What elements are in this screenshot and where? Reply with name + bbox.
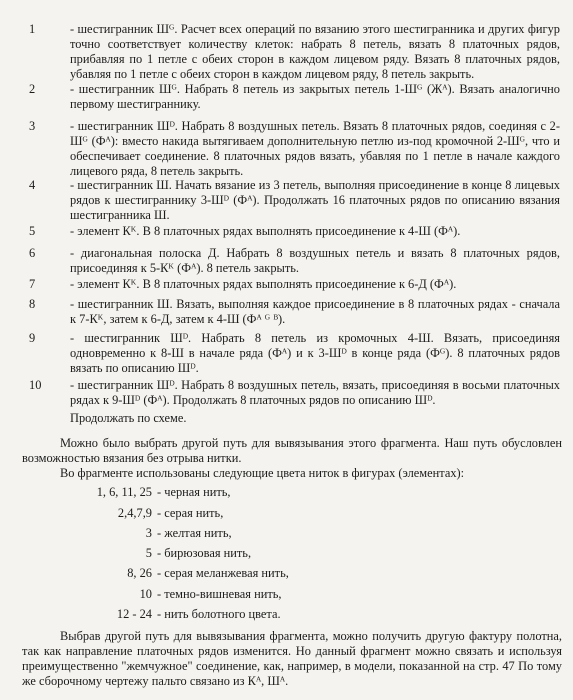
path-paragraph: Можно было выбрать другой путь для вывязывания этого фрагмента. Наш путь обусловлен возможностью вязания без отрыва нитки. <box>22 436 562 466</box>
step-number: 10 <box>29 378 42 392</box>
color-element-numbers: 8, 26 <box>127 566 152 580</box>
step-text: - шестигранник Шᴰ. Набрать 8 воздушных петель. Вязать 8 платочных рядов, соединяя с 2-Шᴳ (Фᴬ): вместо накида вытягиваем дополнительную петлю из-под кромочной 2-Шᴳ, что и обеспечивает соединение. 8 платочных рядов вязать, убавляя по 1 петле в начале каждого лицевого ряда, 8 петель закрыть. <box>70 119 560 179</box>
color-name: - темно-вишневая нить, <box>157 587 282 601</box>
continue-text: Продолжать по схеме. <box>70 411 187 425</box>
color-element-numbers: 10 <box>139 587 152 601</box>
color-name: - нить болотного цвета. <box>157 607 281 621</box>
color-element-numbers: 2,4,7,9 <box>117 506 152 520</box>
step-number: 8 <box>29 297 36 311</box>
step-text: - шестигранник Шᴰ. Набрать 8 петель из кромочных 4-Ш. Вязать, присоединяя одновременно к 8-Ш в начале ряда (Фᴬ) и к 3-Шᴰ в конце ряда (Фᴳ). 8 платочных рядов вязать по описанию Шᴰ. <box>70 331 560 376</box>
step-number: 7 <box>29 277 36 291</box>
step-number: 5 <box>29 224 36 238</box>
step-text: - элемент Кᴷ. В 8 платочных рядах выполнять присоединение к 6-Д (Фᴬ). <box>70 277 457 291</box>
colors-intro: Во фрагменте использованы следующие цвета ниток в фигурах (элементах): <box>60 466 465 480</box>
color-name: - серая нить, <box>157 506 224 520</box>
color-name: - бирюзовая нить, <box>157 546 252 560</box>
step-text: - шестигранник Ш. Вязать, выполняя каждое присоединение в 8 платочных рядах - сначала к 7-Кᴷ, затем к 6-Д, затем к 4-Ш (Фᴬ ᴳ ᴮ). <box>70 297 560 327</box>
step-text: - элемент Кᴷ. В 8 платочных рядах выполнять присоединение к 4-Ш (Фᴬ). <box>70 224 461 238</box>
step-number: 9 <box>29 331 36 345</box>
color-element-numbers: 3 <box>145 526 152 540</box>
final-paragraph: Выбрав другой путь для вывязывания фрагмента, можно получить другую фактуру полотна, так как направление платочных рядов изменится. Но данный фрагмент можно связать и используя преимущественно "жемчужное" соединение, как, например, в модели, показанной на стр. 47 По тому же сборочному чертежу пальто связано из Кᴬ, Шᴬ. <box>22 629 562 689</box>
color-name: - серая меланжевая нить, <box>157 566 289 580</box>
color-name: - желтая нить, <box>157 526 232 540</box>
step-number: 1 <box>29 22 36 36</box>
color-element-numbers: 12 - 24 <box>116 607 152 621</box>
step-number: 4 <box>29 178 36 192</box>
step-number: 3 <box>29 119 36 133</box>
step-number: 6 <box>29 246 36 260</box>
step-text: - шестигранник Шᴰ. Набрать 8 воздушных петель, вязать, присоединяя в восьми платочных рядах к 9-Шᴰ (Фᴬ). Продолжать 8 платочных рядов по описанию Шᴰ. <box>70 378 560 408</box>
color-element-numbers: 1, 6, 11, 25 <box>96 485 152 499</box>
step-number: 2 <box>29 82 36 96</box>
step-text: - шестигранник Шᴳ. Набрать 8 петель из закрытых петель 1-Шᴳ (Жᴬ). Вязать аналогично первому шестиграннику. <box>70 82 560 112</box>
color-name: - черная нить, <box>157 485 231 499</box>
step-text: - шестигранник Шᴳ. Расчет всех операций по вязанию этого шестигранника и других фигур точно соответствует количеству клеток: набрать 8 петель, вязать 8 платочных рядов, прибавляя по 1 петле с обеих сторон в каждом лицевом ряду. Вязать 8 платочных рядов, убавляя по 1 петле с обеих сторон в каждом лицевом ряду, 8 петель закрыть. <box>70 22 560 82</box>
step-text: - диагональная полоска Д. Набрать 8 воздушных петель и вязать 8 платочных рядов, присоединяя к 5-Кᴷ (Фᴬ). 8 петель закрыть. <box>70 246 560 276</box>
step-text: - шестигранник Ш. Начать вязание из 3 петель, выполняя присоединение в конце 8 лицевых рядов к шестиграннику 3-Шᴰ (Фᴬ). Продолжать 16 платочных рядов по описанию вязания шестигранника Ш. <box>70 178 560 223</box>
color-element-numbers: 5 <box>145 546 152 560</box>
